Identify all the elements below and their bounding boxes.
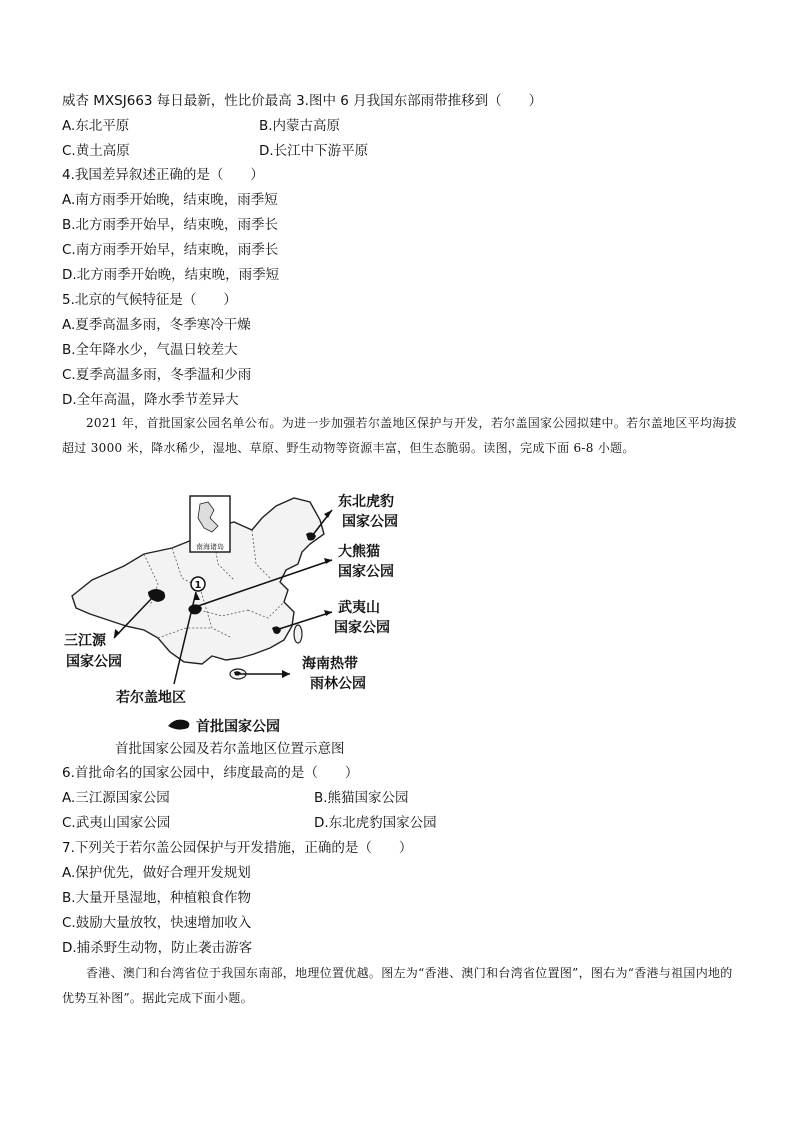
taiwan-island (294, 625, 302, 643)
q3-option-c: C.黄土高原 (62, 143, 130, 159)
q7-stem: 7.下列关于若尔盖公园保护与开发措施，正确的是（ ） (62, 840, 413, 856)
label-dongbei-line1: 东北虎豹 (338, 494, 394, 510)
national-parks-map (62, 488, 422, 738)
q4-option-b: B.北方雨季开始早，结束晚，雨季长 (62, 217, 279, 233)
q4-option-c: C.南方雨季开始早，结束晚，雨季长 (62, 242, 279, 258)
inset-label: 南海诸岛 (196, 543, 224, 551)
label-wuyi-line2: 国家公园 (334, 620, 390, 636)
q7-option-d: D.捕杀野生动物，防止袭击游客 (62, 940, 253, 956)
q5-stem: 5.北京的气候特征是（ ） (62, 292, 237, 308)
q4-option-a: A.南方雨季开始晚，结束晚，雨季短 (62, 192, 278, 208)
q7-option-a: A.保护优先，做好合理开发规划 (62, 865, 251, 881)
label-hainan-line2: 雨林公园 (310, 676, 366, 692)
q6-stem: 6.首批命名的国家公园中，纬度最高的是（ ） (62, 765, 359, 781)
q3-option-a: A.东北平原 (62, 118, 130, 134)
q7-option-b: B.大量开垦湿地，种植粮食作物 (62, 890, 252, 906)
label-panda-line1: 大熊猫 (338, 544, 380, 560)
q6-option-c: C.武夷山国家公园 (62, 815, 171, 831)
q4-option-d: D.北方雨季开始晚，结束晚，雨季短 (62, 267, 280, 283)
legend-swatch (168, 720, 189, 730)
q5-option-d: D.全年高温，降水季节差异大 (62, 392, 239, 408)
q3-stem: 威杏 MXSJ663 每日最新，性比价最高 3.图中 6 月我国东部雨带推移到（ ） (62, 93, 543, 109)
q5-option-c: C.夏季高温多雨，冬季温和少雨 (62, 367, 252, 383)
label-panda-line2: 国家公园 (338, 564, 394, 580)
label-ruoergai: 若尔盖地区 (116, 690, 186, 706)
label-hainan-line1: 海南热带 (302, 656, 358, 672)
intro-paragraph-hk-macau-taiwan: 香港、澳门和台湾省位于我国东南部，地理位置优越。图左为“香港、澳门和台湾省位置图”，图右为“香港与祖国内地的优势互补图”。据此完成下面小题。 (62, 966, 733, 1005)
q7-option-c: C.鼓励大量放牧，快速增加收入 (62, 915, 252, 931)
q5-option-a: A.夏季高温多雨，冬季寒冷干燥 (62, 317, 251, 333)
ruoergai-marker-number: 1 (194, 580, 202, 591)
q6-option-d: D.东北虎豹国家公园 (314, 815, 437, 831)
map-caption: 首批国家公园及若尔盖地区位置示意图 (115, 741, 345, 757)
q3-option-d: D.长江中下游平原 (259, 143, 369, 159)
q6-option-b: B.熊猫国家公园 (314, 790, 409, 806)
legend-label: 首批国家公园 (196, 719, 280, 735)
q6-option-a: A.三江源国家公园 (62, 790, 170, 806)
label-dongbei-line2: 国家公园 (342, 514, 398, 530)
q4-stem: 4.我国差异叙述正确的是（ ） (62, 167, 264, 183)
label-sanjiang-line2: 国家公园 (66, 654, 122, 670)
q5-option-b: B.全年降水少，气温日较差大 (62, 342, 238, 358)
label-sanjiang-line1: 三江源 (64, 633, 106, 649)
label-wuyi-line1: 武夷山 (338, 600, 380, 616)
intro-paragraph-parks: 2021 年，首批国家公园名单公布。为进一步加强若尔盖地区保护与开发，若尔盖国家公园拟建中。若尔盖地区平均海拔超过 3000 米，降水稀少，湿地、草原、野生动物等资源丰富，但生态脆弱。读图，完成下面 6-8 小题。 (62, 416, 737, 455)
q3-option-b: B.内蒙古高原 (259, 118, 341, 134)
